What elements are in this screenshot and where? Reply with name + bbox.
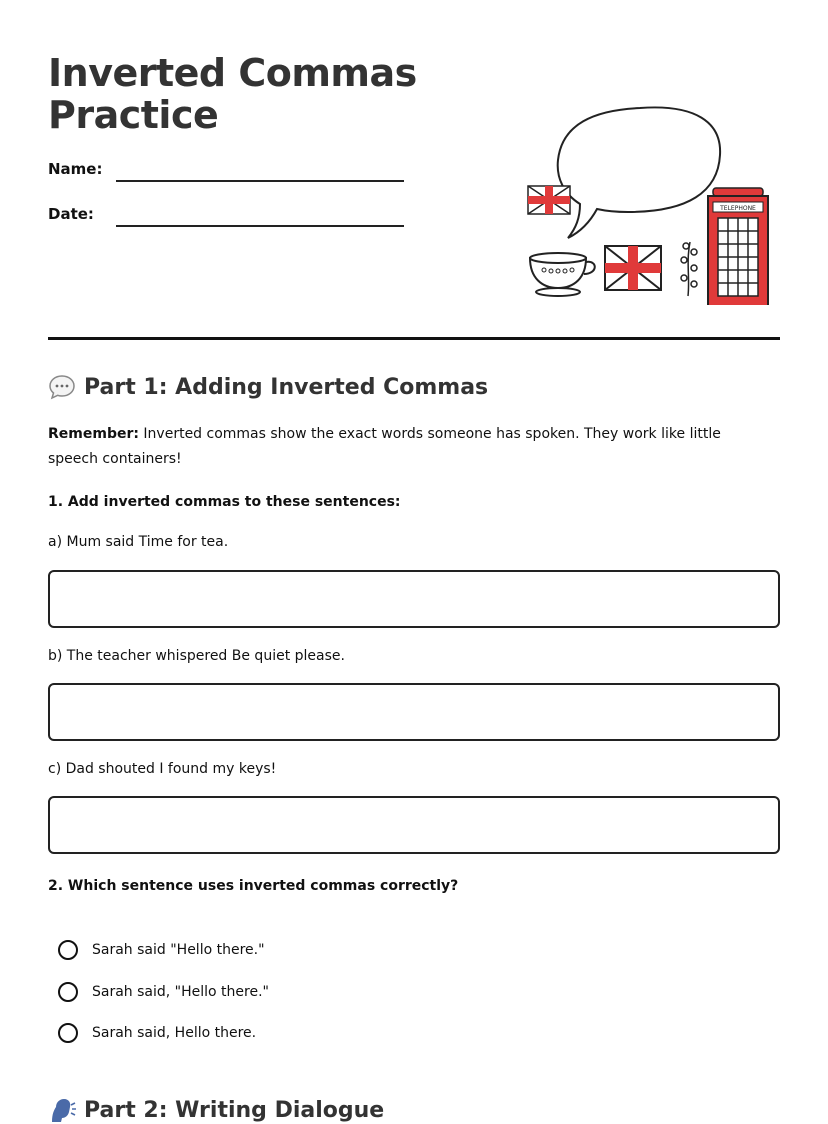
booth-sign: TELEPHONE [720, 205, 756, 212]
page-title: Inverted Commas Practice [48, 51, 417, 137]
option-3[interactable] [58, 1023, 256, 1043]
answer-box-1b[interactable] [48, 683, 780, 741]
option-label: Sarah said "Hello there." [92, 942, 265, 958]
answer-box-1c[interactable] [48, 796, 780, 854]
question-1a-text: a) Mum said Time for tea. [48, 534, 229, 550]
question-1b-text: b) The teacher whispered Be quiet please. [48, 648, 345, 664]
flower-sprig-icon [681, 242, 697, 296]
remember-text: Inverted commas show the exact words someone has spoken. They work like little speech containers! [48, 426, 721, 467]
name-label: Name: [48, 160, 103, 178]
speaking-head-icon [48, 1096, 76, 1124]
remember-label: Remember: [48, 426, 139, 442]
radio-button[interactable] [58, 1023, 78, 1043]
date-label: Date: [48, 205, 94, 223]
option-1[interactable] [58, 940, 265, 960]
radio-button[interactable] [58, 940, 78, 960]
name-field[interactable] [116, 180, 404, 182]
part1-heading-text: Part 1: Adding Inverted Commas [84, 374, 489, 400]
answer-box-1a[interactable] [48, 570, 780, 628]
question-1c-text: c) Dad shouted I found my keys! [48, 761, 277, 777]
question-2-title: 2. Which sentence uses inverted commas correctly? [48, 878, 459, 894]
teacup-icon [530, 253, 595, 296]
speech-bubble-graphic [558, 107, 720, 238]
part2-heading [48, 1096, 384, 1124]
date-field[interactable] [116, 225, 404, 227]
phone-booth-icon [708, 188, 768, 305]
question-1-title: 1. Add inverted commas to these sentences: [48, 494, 401, 510]
part1-heading [48, 373, 488, 401]
option-2[interactable] [58, 982, 269, 1002]
option-label: Sarah said, "Hello there." [92, 984, 269, 1000]
union-flag-icon [605, 246, 661, 290]
part2-heading-text: Part 2: Writing Dialogue [84, 1097, 385, 1123]
header-divider [48, 337, 780, 340]
remember-note [48, 422, 768, 472]
british-illustration [520, 100, 780, 305]
speech-bubble-icon [48, 373, 76, 401]
radio-button[interactable] [58, 982, 78, 1002]
small-flag-icon [528, 186, 570, 214]
option-label: Sarah said, Hello there. [92, 1025, 257, 1041]
